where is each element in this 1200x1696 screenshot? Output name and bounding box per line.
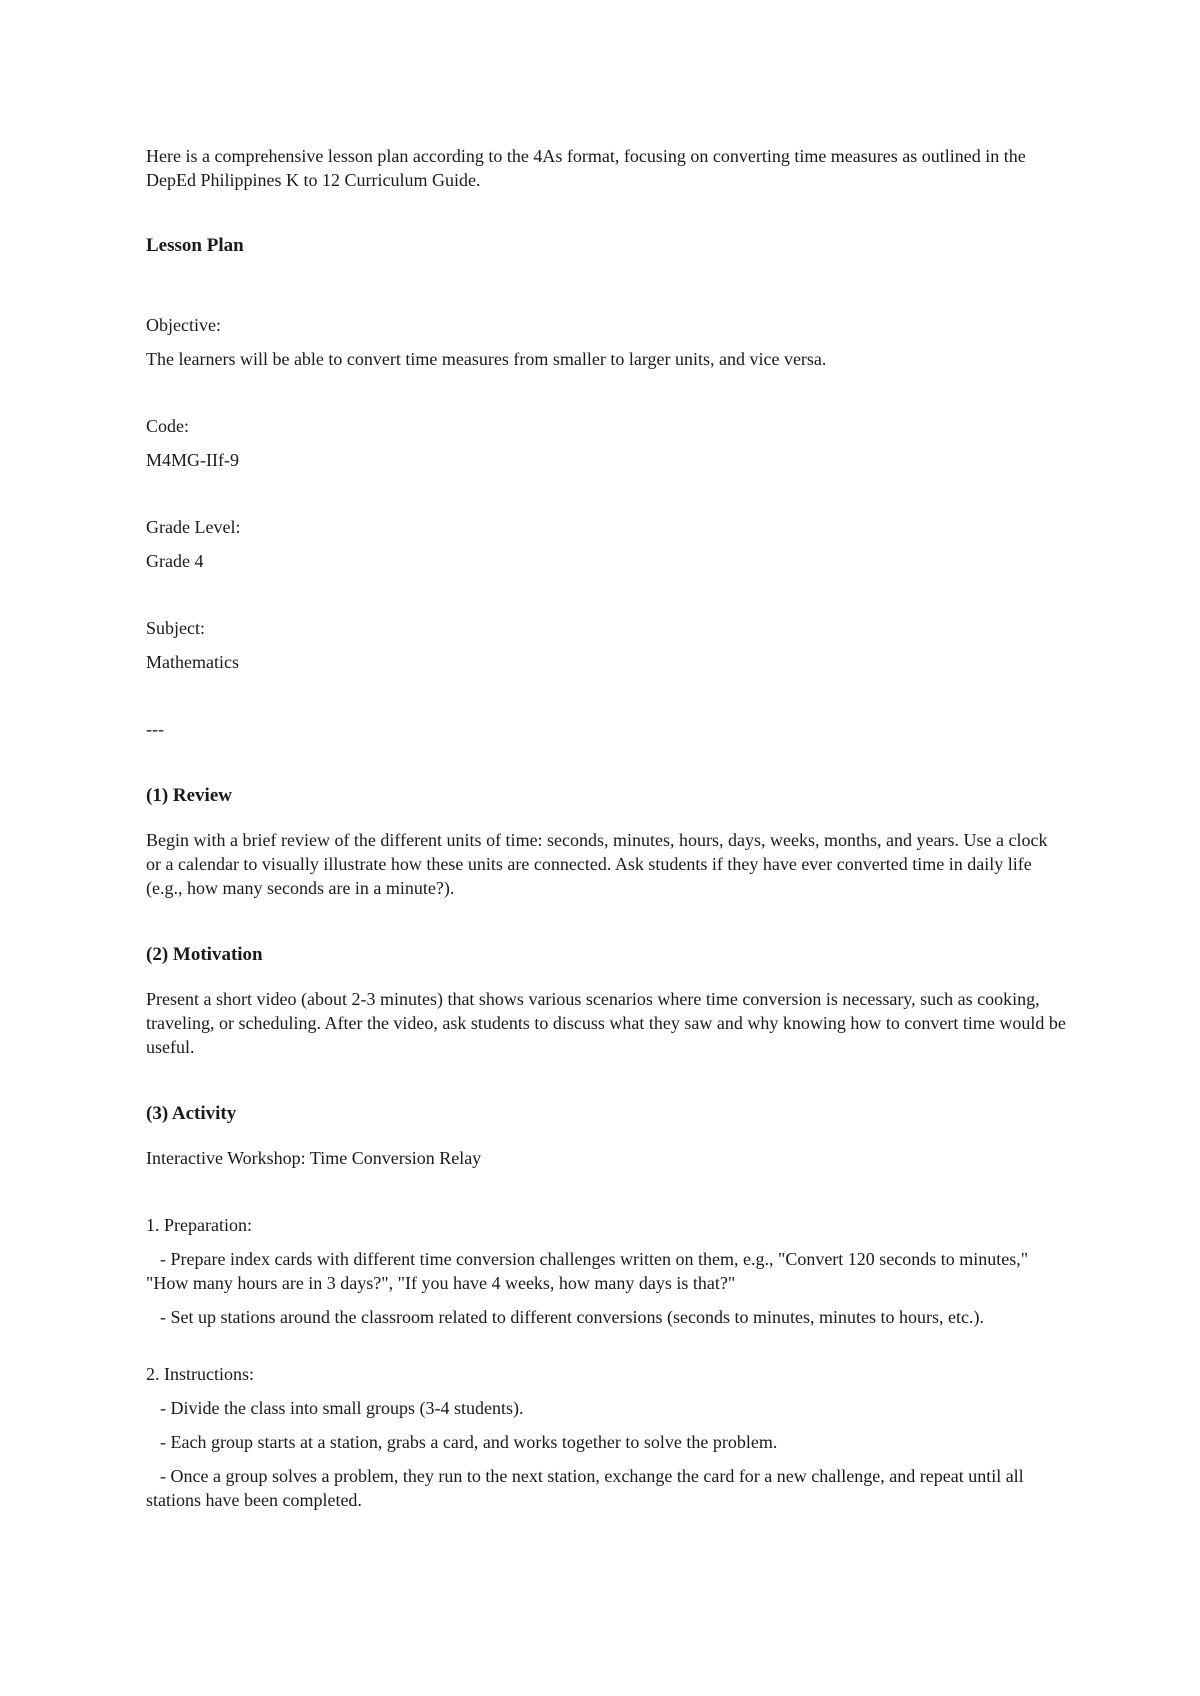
activity-subtitle: Interactive Workshop: Time Conversion Relay <box>146 1148 482 1168</box>
objective-value: The learners will be able to convert time measures from smaller to larger units, and vice versa. <box>146 349 827 369</box>
preparation-bullet: - Prepare index cards with different time conversion challenges written on them, e.g., "Convert 120 seconds to minutes," "How many hours are in 3 days?", "If you have 4 weeks, how many days is that?" <box>146 1249 1029 1293</box>
code-label: Code: <box>146 416 189 436</box>
preparation-bullet: - Set up stations around the classroom related to different conversions (seconds to minutes, minutes to hours, etc.). <box>160 1307 984 1327</box>
motivation-body: Present a short video (about 2-3 minutes) that shows various scenarios where time conversion is necessary, such as cooking, traveling, or scheduling. After the video, ask students to discuss what they saw and why knowing how to convert time would be useful. <box>146 989 1066 1057</box>
separator: --- <box>146 719 164 739</box>
grade-level-label: Grade Level: <box>146 517 241 537</box>
instructions-bullet: - Divide the class into small groups (3-4 students). <box>160 1398 524 1418</box>
code-value: M4MG-IIf-9 <box>146 450 239 470</box>
review-body: Begin with a brief review of the different units of time: seconds, minutes, hours, days, weeks, months, and years. Use a clock or a calendar to visually illustrate how these units are connected. Ask students if they have ever converted time in daily life (e.g., how many seconds are in a minute?). <box>146 830 1048 898</box>
objective-label: Objective: <box>146 315 221 335</box>
grade-level-value: Grade 4 <box>146 551 204 571</box>
document-title: Lesson Plan <box>146 235 244 256</box>
intro-paragraph: Here is a comprehensive lesson plan according to the 4As format, focusing on converting time measures as outlined in the DepEd Philippines K to 12 Curriculum Guide. <box>146 146 1026 190</box>
subject-value: Mathematics <box>146 652 239 672</box>
review-heading: (1) Review <box>146 785 232 806</box>
instructions-bullet: - Each group starts at a station, grabs a card, and works together to solve the problem. <box>160 1432 778 1452</box>
motivation-heading: (2) Motivation <box>146 944 263 965</box>
preparation-heading: 1. Preparation: <box>146 1215 252 1235</box>
instructions-heading: 2. Instructions: <box>146 1364 254 1384</box>
document-page <box>146 144 1066 1522</box>
activity-heading: (3) Activity <box>146 1103 237 1124</box>
instructions-bullet: - Once a group solves a problem, they run to the next station, exchange the card for a new challenge, and repeat until all stations have been completed. <box>146 1466 1024 1510</box>
subject-label: Subject: <box>146 618 205 638</box>
